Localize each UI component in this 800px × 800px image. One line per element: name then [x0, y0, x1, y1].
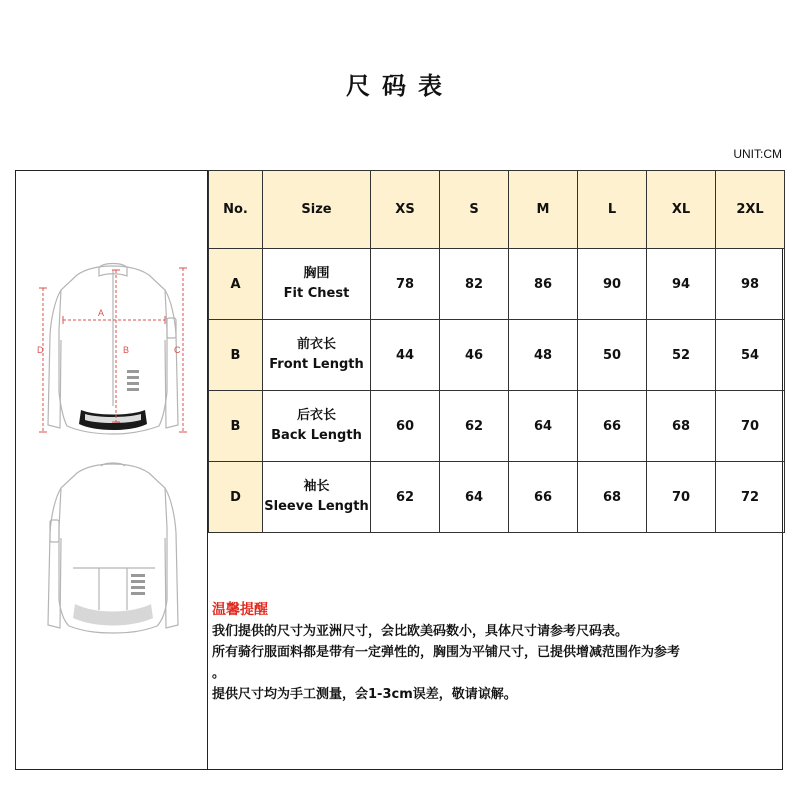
header-no: No.: [209, 171, 263, 249]
row-code: A: [209, 249, 263, 320]
cell-2xl: 72: [716, 462, 785, 533]
table-row: [209, 320, 785, 391]
cell-xs: 44: [371, 320, 440, 391]
label-en: Sleeve Length: [264, 499, 369, 514]
notes-title: 温馨提醒: [212, 602, 268, 618]
label-b: B: [123, 345, 130, 355]
front-stripes: [127, 370, 139, 391]
label-en: Front Length: [269, 357, 364, 372]
label-cn: 胸围: [303, 266, 330, 281]
header-xl: XL: [647, 171, 716, 249]
unit-label: UNIT:CM: [733, 147, 782, 161]
jersey-diagram-svg: [15, 170, 208, 770]
label-en: Fit Chest: [283, 286, 350, 301]
cell-xl: 68: [647, 391, 716, 462]
cell-xs: 60: [371, 391, 440, 462]
header-2xl: 2XL: [716, 171, 785, 249]
cell-2xl: 98: [716, 249, 785, 320]
cell-s: 62: [440, 391, 509, 462]
cell-m: 86: [509, 249, 578, 320]
table-row: [209, 391, 785, 462]
header-l: L: [578, 171, 647, 249]
table-header-row: [209, 171, 785, 249]
row-label: [263, 320, 371, 391]
label-d: D: [37, 345, 44, 355]
table-row: [209, 462, 785, 533]
row-code: B: [209, 320, 263, 391]
cell-l: 68: [578, 462, 647, 533]
cell-m: 64: [509, 391, 578, 462]
back-jersey: [48, 463, 178, 633]
cell-l: 90: [578, 249, 647, 320]
row-code: D: [209, 462, 263, 533]
cell-xl: 94: [647, 249, 716, 320]
note-line: 提供尺寸均为手工测量，会1-3cm误差，敬请谅解。: [212, 687, 517, 702]
row-label: [263, 391, 371, 462]
header-xs: XS: [371, 171, 440, 249]
back-hem-band: [73, 604, 153, 626]
back-stripes: [131, 574, 145, 595]
note-line: 所有骑行服面料都是带有一定弹性的，胸围为平铺尺寸，已提供增减范围作为参考: [212, 645, 681, 660]
header-m: M: [509, 171, 578, 249]
notes-section: [212, 600, 782, 705]
label-c: C: [174, 345, 181, 355]
page-title: 尺码表: [346, 72, 454, 100]
note-line: 我们提供的尺寸为亚洲尺寸，会比欧美码数小，具体尺寸请参考尺码表。: [212, 624, 629, 639]
cell-xl: 70: [647, 462, 716, 533]
label-cn: 前衣长: [296, 337, 336, 352]
cell-xs: 78: [371, 249, 440, 320]
cell-l: 66: [578, 391, 647, 462]
label-cn: 袖长: [303, 479, 330, 494]
cell-xs: 62: [371, 462, 440, 533]
label-a: A: [98, 308, 105, 318]
cell-xl: 52: [647, 320, 716, 391]
header-size: Size: [263, 171, 371, 249]
cell-2xl: 54: [716, 320, 785, 391]
cell-s: 64: [440, 462, 509, 533]
size-table: [208, 170, 785, 533]
cell-2xl: 70: [716, 391, 785, 462]
cell-m: 48: [509, 320, 578, 391]
note-line: 。: [212, 666, 226, 681]
row-label: [263, 249, 371, 320]
label-cn: 后衣长: [296, 408, 336, 423]
front-jersey: [48, 264, 178, 435]
row-code: B: [209, 391, 263, 462]
cell-m: 66: [509, 462, 578, 533]
header-s: S: [440, 171, 509, 249]
table-row: [209, 249, 785, 320]
cell-s: 82: [440, 249, 509, 320]
label-en: Back Length: [271, 428, 362, 443]
row-label: [263, 462, 371, 533]
jersey-illustration: [15, 170, 208, 770]
cell-s: 46: [440, 320, 509, 391]
cell-l: 50: [578, 320, 647, 391]
